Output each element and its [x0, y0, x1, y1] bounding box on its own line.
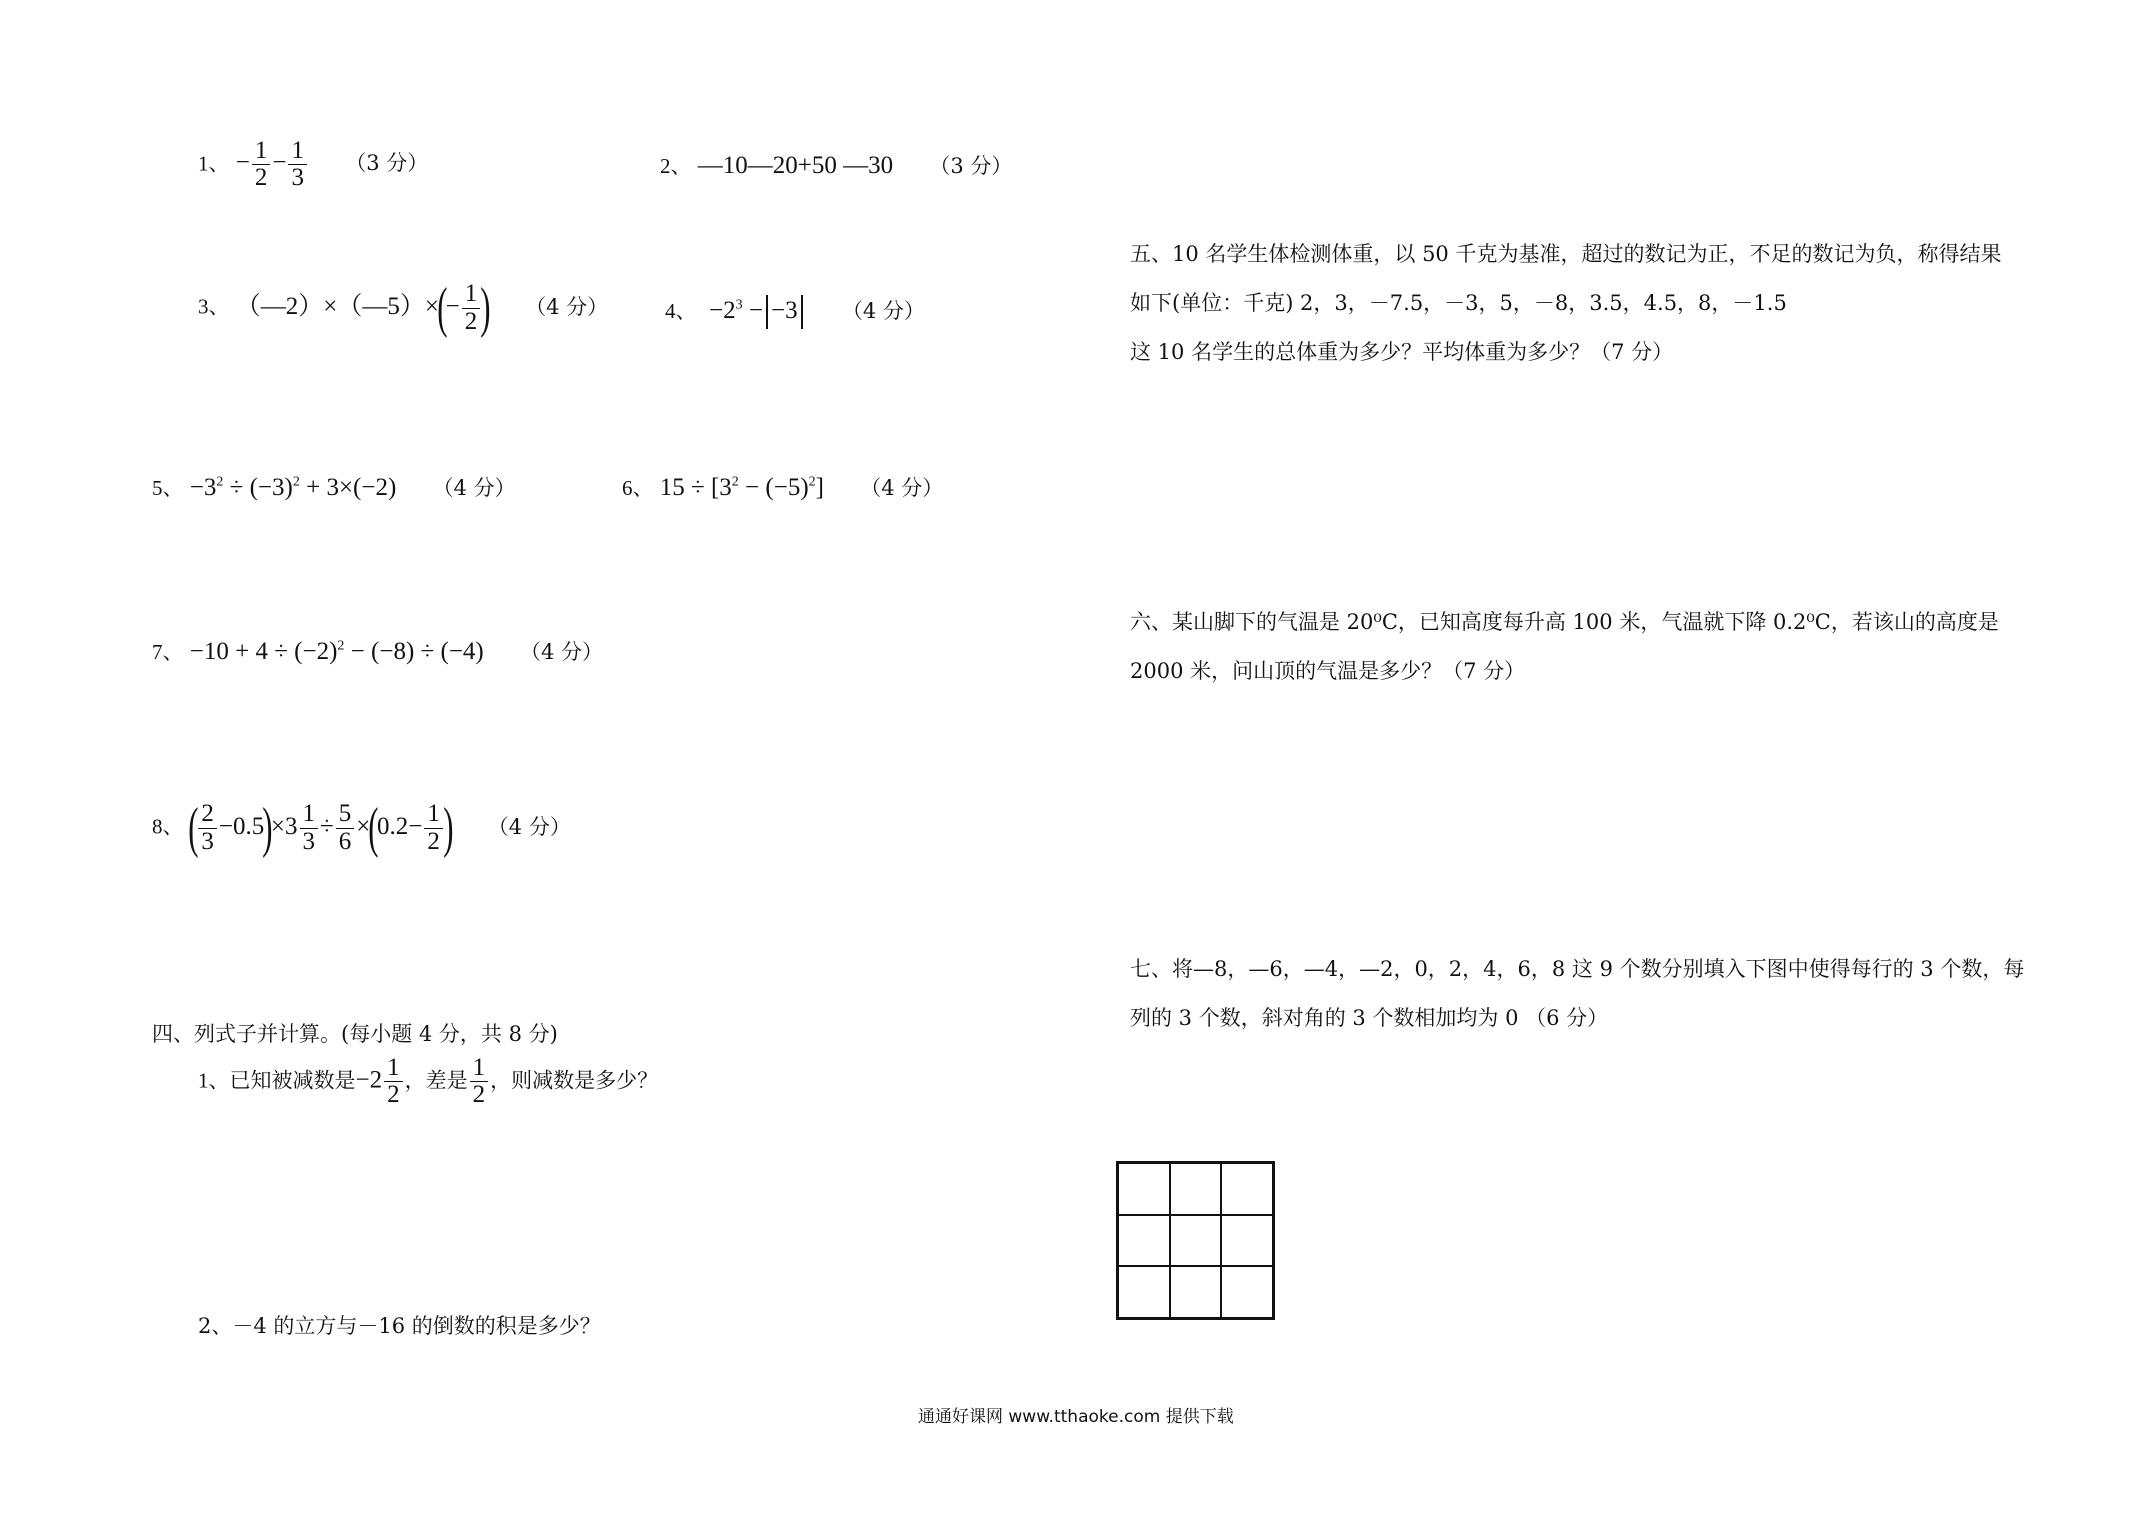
- section-5-line-3: 这 10 名学生的总体重为多少？平均体重为多少？（7 分）: [1130, 340, 1674, 364]
- question-number: 6、: [622, 476, 654, 500]
- math-expression: $-3^2 \div (-3)^2 + 3\times(-2)$: [189, 474, 397, 501]
- section-5-line-1: 五、10 名学生体检测体重，以 50 千克为基准，超过的数记为正，不足的数记为负，称得结果: [1130, 242, 2002, 266]
- section-7: [1130, 945, 2024, 1043]
- question-5: [152, 472, 516, 502]
- grid-cell[interactable]: [1118, 1266, 1170, 1318]
- grid-cell[interactable]: [1221, 1266, 1273, 1318]
- section-5-line-2: 如下(单位：千克) 2，3，－7.5，－3，5，－8，3.5，4.5，8，－1.5: [1130, 291, 1787, 315]
- section-6: [1130, 598, 1999, 696]
- grid-cell[interactable]: [1221, 1215, 1273, 1267]
- question-number: 1、: [198, 151, 230, 176]
- points-label: （3 分）: [345, 151, 429, 176]
- grid-cell[interactable]: [1170, 1215, 1222, 1267]
- question-number: 3、: [198, 294, 230, 319]
- section-5: [1130, 230, 2001, 377]
- points-label: （4 分）: [841, 299, 925, 323]
- question-3: [198, 277, 609, 339]
- section-4-title: 四、列式子并计算。(每小题 4 分，共 8 分): [152, 1022, 558, 1046]
- section-7-line-2: 列的 3 个数，斜对角的 3 个数相加均为 0 （6 分）: [1130, 1006, 1609, 1030]
- page-footer: 通通好课网 www.tthaoke.com 提供下载: [918, 1407, 1234, 1427]
- section-6-line-2: 2000 米，问山顶的气温是多少？（7 分）: [1130, 659, 1526, 683]
- math-expression: $15 \div [3^2 - (-5)^2]$: [659, 474, 824, 501]
- question-number: 5、: [152, 476, 184, 500]
- section-6-line-1: 六、某山脚下的气温是 20⁰C，已知高度每升高 100 米，气温就下降 0.2⁰C，若该山的高度是: [1130, 610, 1999, 634]
- points-label: （4 分）: [860, 476, 944, 500]
- math-expression: ( $\frac{2}{3}$ −0.5)×3 $\frac{1}{3}$ ÷ $\frac{5}{6}$ ×(0.2− $\frac{1}{2}$ ): [187, 797, 454, 859]
- math-expression: —10—20+50 —30: [697, 152, 894, 179]
- points-label: （4 分）: [525, 294, 609, 319]
- section-4-question-2: 2、－4 的立方与－16 的倒数的积是多少？: [198, 1314, 601, 1338]
- points-label: （4 分）: [432, 476, 516, 500]
- points-label: （3 分）: [929, 154, 1013, 178]
- question-6: [622, 472, 943, 502]
- section-7-line-1: 七、将—8，—6，—4，—2，0，2，4，6，8 这 9 个数分别填入下图中使得每行的 3 个数，每: [1130, 957, 2025, 981]
- grid-cell[interactable]: [1118, 1163, 1170, 1215]
- grid-cell[interactable]: [1170, 1163, 1222, 1215]
- question-8: [152, 797, 571, 859]
- question-4: [665, 295, 925, 329]
- math-expression: $-10 + 4 \div (-2)^2 - (-8) \div (-4)$: [189, 638, 484, 665]
- math-expression: （—2）×（—5）×(− $\frac{1}{2}$ ): [235, 277, 491, 339]
- question-2: [660, 150, 1012, 180]
- section-4-question-1: 1、已知被减数是−2 $\frac{1}{2}$ ，差是 $\frac{1}{2}$ ，则减数是多少？: [198, 1054, 659, 1109]
- math-expression: $-2^3 - -3$: [703, 297, 806, 324]
- question-1: [198, 138, 428, 192]
- grid-cell[interactable]: [1170, 1266, 1222, 1318]
- question-number: 8、: [152, 814, 184, 839]
- math-expression: − $\frac{1}{2}$ − $\frac{1}{3}$: [236, 149, 309, 176]
- points-label: （4 分）: [520, 640, 604, 664]
- question-number: 4、: [665, 299, 697, 323]
- magic-square-grid: [1116, 1161, 1275, 1320]
- question-number: 7、: [152, 640, 184, 664]
- points-label: （4 分）: [487, 814, 571, 839]
- grid-cell[interactable]: [1118, 1215, 1170, 1267]
- question-7: [152, 636, 603, 666]
- grid-cell[interactable]: [1221, 1163, 1273, 1215]
- question-number: 2、: [660, 154, 692, 178]
